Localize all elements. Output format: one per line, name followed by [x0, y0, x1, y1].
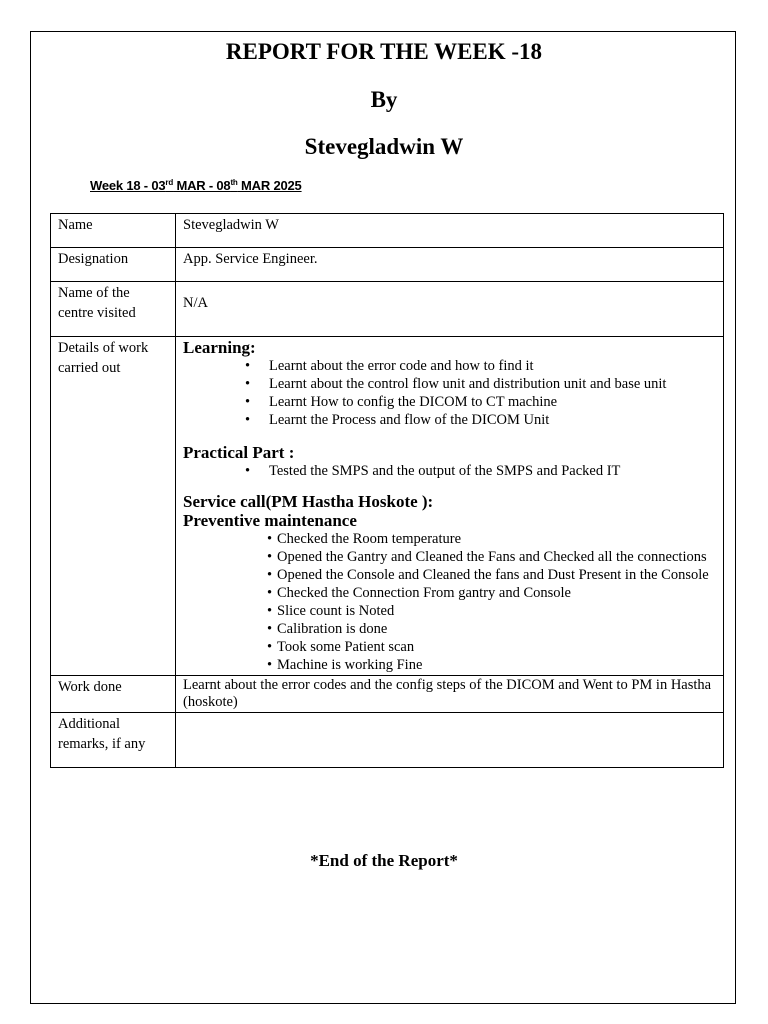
practical-list	[183, 462, 716, 480]
list-item: • Opened the Console and Cleaned the fans and Dust Present in the Console	[267, 567, 709, 583]
row-name	[51, 214, 724, 248]
week-sup-rd: rd	[165, 178, 174, 187]
remarks-label: Additional remarks, if any	[51, 713, 176, 768]
week-sup-th: th	[230, 178, 238, 187]
list-item: • Learnt the Process and flow of the DICOM Unit	[245, 412, 550, 428]
week-range	[90, 178, 302, 193]
week-prefix: Week 18 - 03	[90, 178, 166, 193]
list-item: • Tested the SMPS and the output of the SMPS and Packed IT	[245, 463, 621, 479]
list-item: • Learnt about the control flow unit and distribution unit and base unit	[245, 376, 667, 392]
list-item: • Learnt about the error code and how to find it	[245, 358, 534, 374]
work-done-value: Learnt about the error codes and the config steps of the DICOM and Went to PM in Hastha (hoskote)	[176, 676, 724, 713]
service-call-heading: Service call(PM Hastha Hoskote ):	[183, 492, 434, 511]
row-work-done	[51, 676, 724, 713]
work-done-label: Work done	[51, 676, 176, 713]
list-item: • Took some Patient scan	[267, 639, 415, 655]
pm-heading: Preventive maintenance	[183, 511, 357, 530]
end-of-report: *End of the Report*	[310, 851, 458, 870]
row-details	[51, 337, 724, 676]
details-content	[176, 337, 724, 676]
designation-value: App. Service Engineer.	[176, 248, 724, 282]
report-by: By	[370, 87, 398, 112]
list-item: • Calibration is done	[267, 621, 388, 637]
list-item: • Opened the Gantry and Cleaned the Fans and Checked all the connections	[267, 549, 707, 565]
list-item: • Checked the Room temperature	[267, 531, 462, 547]
report-table	[50, 213, 724, 768]
details-label: Details of work carried out	[51, 337, 176, 676]
list-item: • Machine is working Fine	[267, 657, 423, 673]
row-designation	[51, 248, 724, 282]
report-title: REPORT FOR THE WEEK -18	[225, 39, 543, 64]
centre-value: N/A	[183, 295, 208, 311]
name-label: Name	[51, 214, 176, 248]
row-centre	[51, 282, 724, 337]
report-author: Stevegladwin W	[304, 134, 464, 159]
centre-label: Name of the centre visited	[51, 282, 176, 337]
week-suffix: MAR 2025	[237, 178, 302, 193]
name-value: Stevegladwin W	[176, 214, 724, 248]
list-item: • Slice count is Noted	[267, 603, 395, 619]
week-mid: MAR - 08	[173, 178, 231, 193]
list-item: • Checked the Connection From gantry and Console	[267, 585, 571, 601]
remarks-value	[176, 713, 724, 768]
learning-heading: Learning:	[183, 338, 256, 357]
list-item: • Learnt How to config the DICOM to CT machine	[245, 394, 558, 410]
pm-list	[183, 530, 716, 674]
practical-heading: Practical Part :	[183, 443, 295, 462]
row-remarks	[51, 713, 724, 768]
learning-list	[183, 357, 716, 429]
designation-label: Designation	[51, 248, 176, 282]
